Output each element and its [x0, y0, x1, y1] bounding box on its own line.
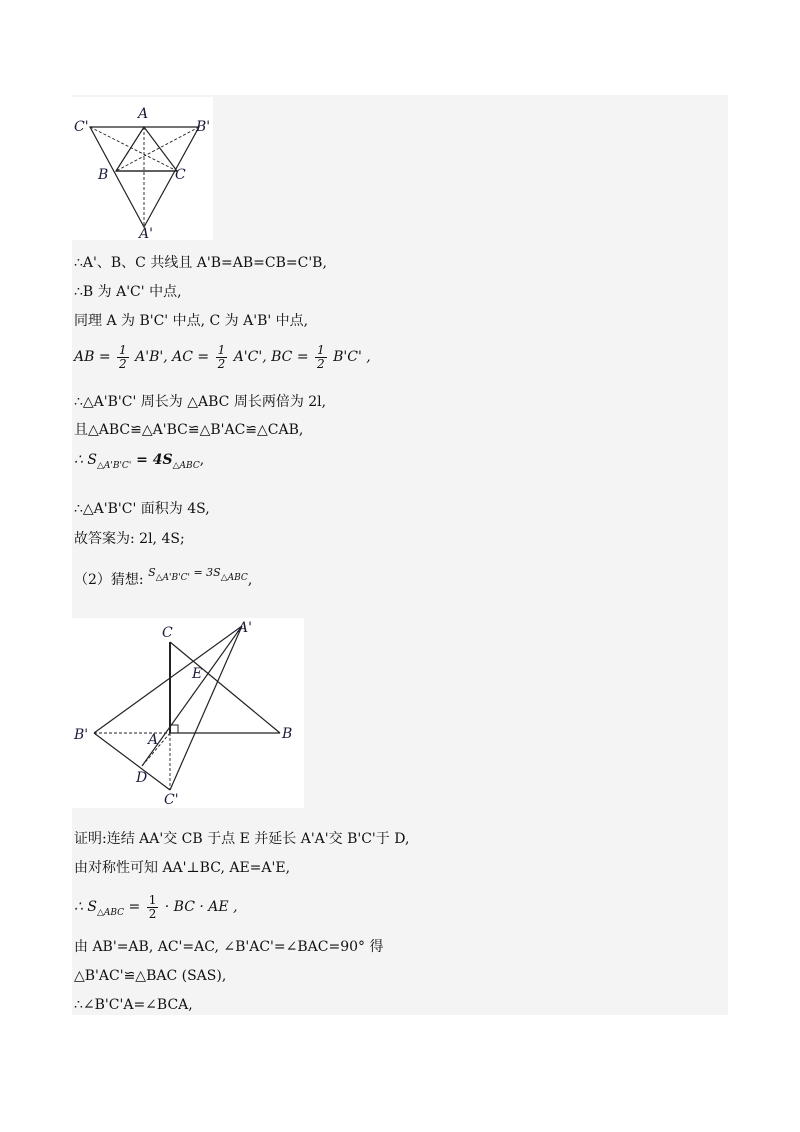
text-line-16: ∴∠B'C'A=∠BCA, [74, 997, 193, 1013]
guess-s-1: S [148, 566, 156, 579]
text-line-1: ∴A'、B、C 共线且 A'B=AB=CB=C'B, [74, 255, 327, 271]
proof-sub: △ABC [96, 908, 125, 918]
eq-ac-label: A'B', AC = [135, 349, 210, 365]
frac-num: 1 [119, 342, 127, 357]
frac-num: 1 [217, 342, 226, 357]
frac-num: 1 [317, 342, 325, 357]
eq-end-label: B'C' , [333, 349, 371, 365]
text-line-7 [74, 451, 204, 475]
guess-formula [148, 566, 248, 583]
figure-1 [72, 97, 213, 240]
text-line-6: 且△ABC≌△A'BC≌△B'AC≌△CAB, [74, 422, 304, 438]
frac-den: 2 [217, 356, 226, 371]
text-line-8: ∴△A'B'C' 面积为 4S, [74, 501, 210, 517]
fraction-half-2 [216, 344, 228, 371]
text-line-15: △B'AC'≌△BAC (SAS), [74, 968, 227, 984]
fig1-label-B: B [98, 167, 109, 183]
proof-rest: · BC · AE , [164, 899, 238, 915]
fig1-label-B-prime: B' [196, 119, 211, 135]
frac-num: 1 [148, 892, 157, 907]
area-end: , [199, 452, 205, 468]
text-line-4 [74, 342, 371, 372]
fraction-half-4 [147, 894, 159, 921]
frac-den: 2 [148, 906, 157, 921]
guess-sub-1: △A'B'C' [155, 573, 190, 583]
fig1-label-A: A [138, 106, 149, 122]
fraction-half-3 [315, 344, 327, 371]
fig2-label-D: D [136, 770, 148, 786]
fig1-label-C: C [175, 167, 186, 183]
fig2-label-A-prime: A' [238, 620, 252, 636]
guess-sub-2: △ABC [220, 573, 248, 583]
area-s-2: = 4S [131, 452, 173, 468]
frac-den: 2 [119, 356, 127, 371]
text-line-2: ∴B 为 A'C' 中点, [74, 284, 182, 300]
guess-s-2: = 3S [189, 566, 221, 579]
text-line-12: 由对称性可知 AA'⊥BC, AE=A'E, [74, 860, 291, 876]
text-line-13 [74, 892, 238, 928]
text-line-3: 同理 A 为 B'C' 中点, C 为 A'B' 中点, [74, 313, 309, 329]
guess-end: , [247, 572, 253, 588]
proof-s: ∴ S [74, 899, 97, 915]
fig2-label-B: B [282, 726, 293, 742]
text-line-11: 证明:连结 AA'交 CB 于点 E 并延长 A'A'交 B'C'于 D, [74, 831, 410, 847]
frac-den: 2 [317, 356, 325, 371]
proof-eq: = [124, 899, 141, 915]
fraction-half-1 [117, 344, 129, 371]
fig2-label-C: C [162, 625, 173, 641]
area-s-1: ∴ S [74, 452, 97, 468]
eq-bc-label: A'C', BC = [233, 349, 309, 365]
fig2-label-C-prime: C' [164, 792, 179, 808]
area-sub-2: △ABC [172, 461, 200, 471]
area-sub-1: △A'B'C' [96, 461, 132, 471]
fig2-label-E: E [192, 666, 203, 682]
text-line-5: ∴△A'B'C' 周长为 △ABC 周长两倍为 2l, [74, 394, 327, 410]
text-line-10 [74, 564, 252, 589]
fig1-label-C-prime: C' [74, 119, 89, 135]
fig2-label-A: A [148, 732, 159, 748]
text-line-9: 故答案为: 2l, 4S; [74, 531, 185, 547]
guess-label: （2）猜想: [74, 572, 149, 588]
eq-ab-label: AB = [74, 349, 111, 365]
figure-2 [72, 618, 304, 808]
fig1-label-A-prime: A' [139, 226, 153, 240]
fig2-label-B-prime: B' [74, 727, 89, 743]
text-line-14: 由 AB'=AB, AC'=AC, ∠B'AC'=∠BAC=90° 得 [74, 939, 384, 955]
